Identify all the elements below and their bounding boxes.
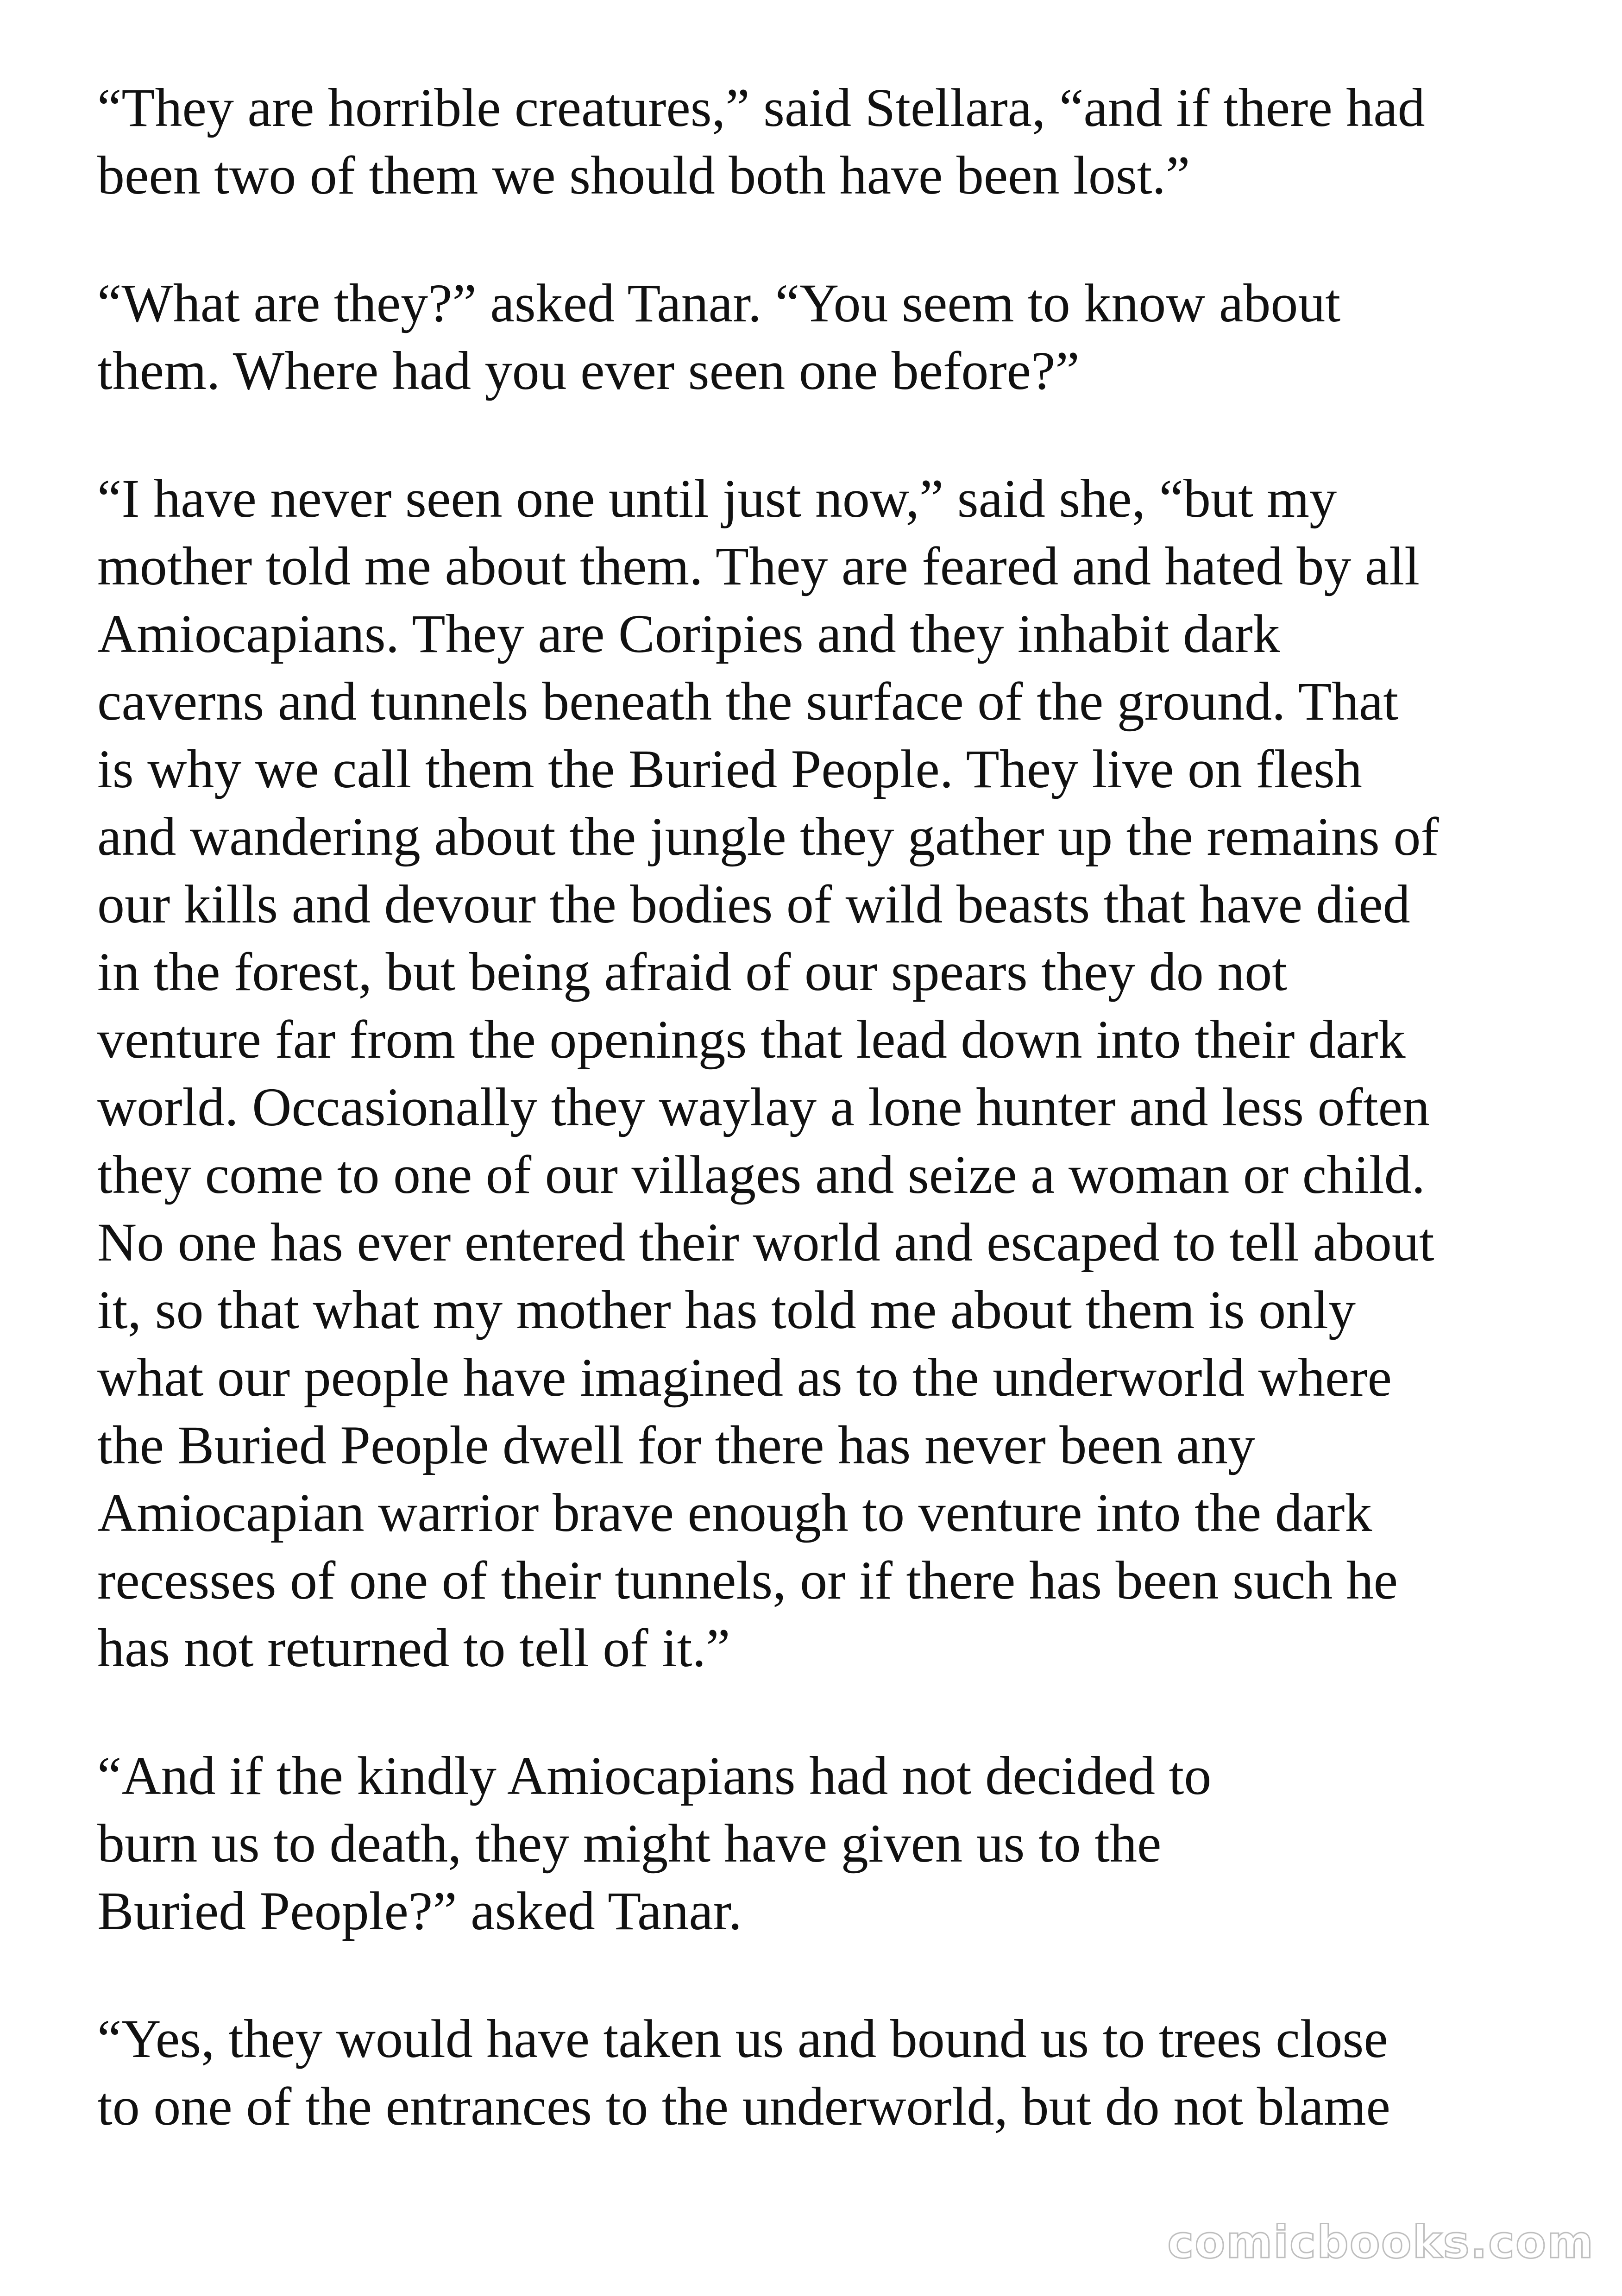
text-line: world. Occasionally they waylay a lone hunter and less often [97,1077,1430,1137]
text-line: burn us to death, they might have given us to the [97,1813,1162,1874]
text-line: the Buried People dwell for there has never been any [97,1415,1256,1475]
text-line: they come to one of our villages and seize a woman or child. [97,1144,1426,1205]
text-line: our kills and devour the bodies of wild beasts that have died [97,874,1410,935]
text-line: what our people have imagined as to the underworld where [97,1347,1392,1408]
text-line: “I have never seen one until just now,” said she, “but my [97,468,1337,529]
text-line: them. Where had you ever seen one before?” [97,340,1080,401]
text-line: venture far from the openings that lead down into their dark [97,1009,1406,1070]
text-line: Amiocapian warrior brave enough to venture into the dark [97,1482,1372,1543]
text-line: has not returned to tell of it.” [97,1618,730,1678]
text-line: and wandering about the jungle they gather up the remains of [97,806,1439,867]
text-line: No one has ever entered their world and escaped to tell about [97,1212,1434,1273]
text-line: recesses of one of their tunnels, or if there has been such he [97,1550,1398,1611]
text-line: “Yes, they would have taken us and bound us to trees close [97,2008,1388,2069]
text-line: mother told me about them. They are feared and hated by all [97,536,1420,596]
paragraph-2 [97,270,1556,405]
paragraph-5 [97,2005,1556,2140]
text-line: it, so that what my mother has told me about them is only [97,1280,1356,1340]
text-line: to one of the entrances to the underworld, but do not blame [97,2076,1390,2137]
text-line: “What are they?” asked Tanar. “You seem to know about [97,273,1341,333]
text-line: caverns and tunnels beneath the surface of the ground. That [97,671,1399,732]
body-text [97,74,1556,2201]
text-line: been two of them we should both have been lost.” [97,145,1190,206]
paragraph-3 [97,465,1556,1682]
paragraph-1 [97,74,1556,209]
text-line: “And if the kindly Amiocapians had not decided to [97,1745,1212,1806]
text-line: in the forest, but being afraid of our spears they do not [97,941,1288,1002]
text-line: is why we call them the Buried People. They live on flesh [97,739,1362,799]
text-line: “They are horrible creatures,” said Stellara, “and if there had [97,77,1425,138]
text-line: Amiocapians. They are Coripies and they inhabit dark [97,603,1280,664]
watermark-logo: comicbooks.com [1167,2216,1594,2268]
text-line: Buried People?” asked Tanar. [97,1881,742,1941]
paragraph-4 [97,1742,1556,1945]
